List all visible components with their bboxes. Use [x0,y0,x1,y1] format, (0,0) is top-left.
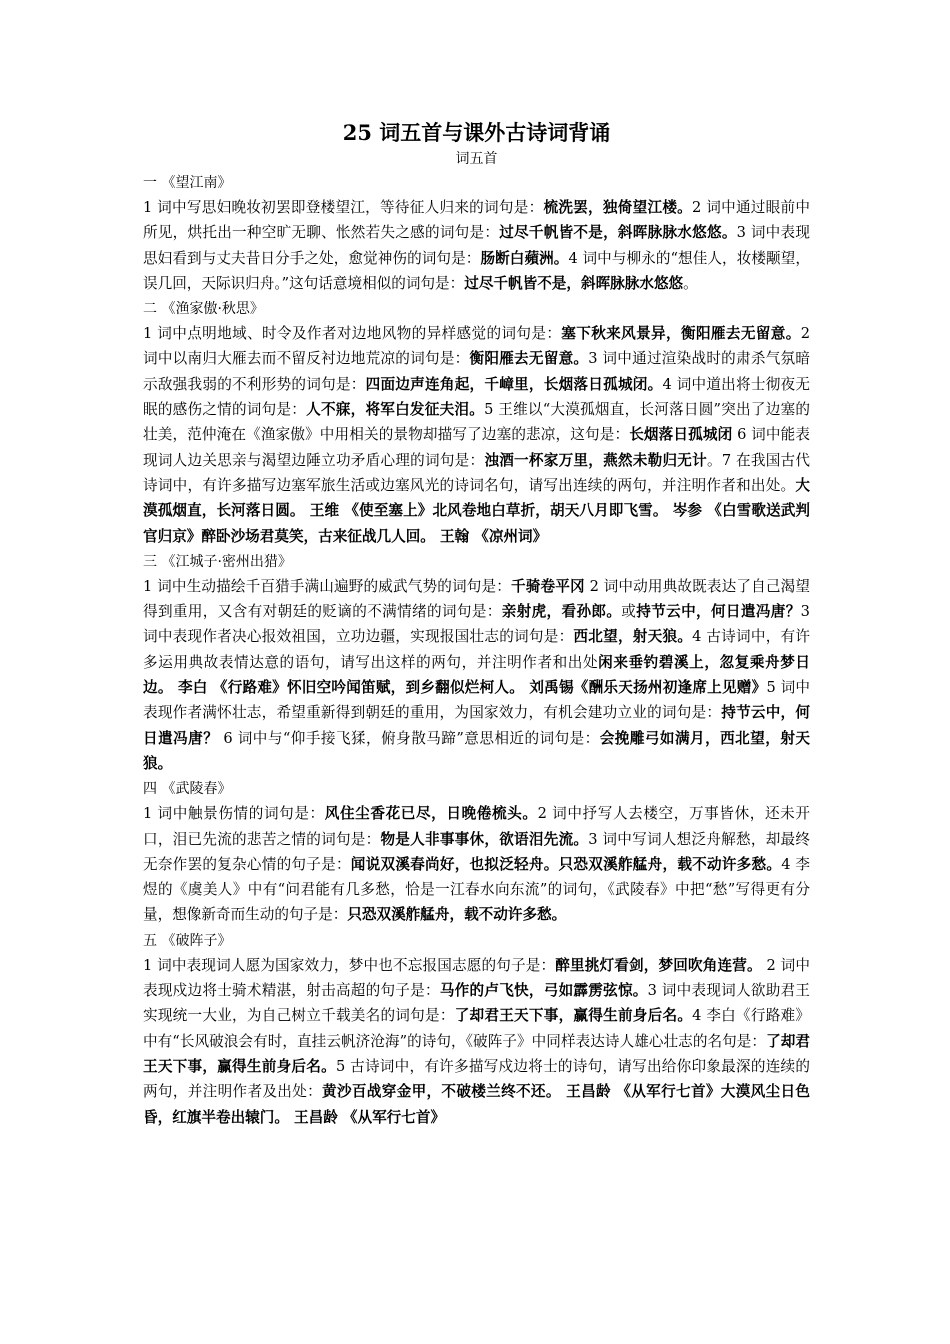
answer-text: 持节云中，何日遣冯唐？ [143,704,810,747]
section-jiangchengzi [143,551,810,776]
section-heading: 三 《江城子·密州出猎》 [143,553,292,570]
question-text: 6 词中能表现词人边关思亲与渴望边陲立功矛盾心理的词句是： [143,426,810,469]
section-yujiaao [143,298,810,549]
answer-text: 只恐双溪舴艋舟，载不动许多愁。 [347,906,567,924]
answer-text: 梳洗罢，独倚望江楼。 [543,199,693,216]
answer-text: 肠断白蘋洲。 [480,249,569,267]
answer-text: 持节云中，何日遣冯唐？ [636,603,801,621]
question-text: 2 词中表现戍边将士骑术精湛，射击高超的句子是： [143,956,810,1000]
question-text: 3 词中表现作者决心报效祖国，立功边疆，实现报国壮志的词句是： [143,603,810,646]
answer-text: 风住尘香花已尽，日晚倦梳头。 [324,805,538,823]
question-text: 4 李白《行路难》中有“长风破浪会有时，直挂云帆济沧海”的诗句，《破阵子》中同样表达诗人雄心壮志的名句是： [143,1007,810,1050]
section-pozhenzi [143,930,810,1130]
question-text: 3 词中写词人想泛舟解愁，却最终无奈作罢的复杂心情的句子是： [143,830,810,873]
section-wulingchun [143,778,810,927]
question-text: 2 词中通过眼前中所见，烘托出一种空旷无聊、怅然若失之感的词句是： [143,199,810,242]
section-body [143,321,810,549]
answer-text: 物是人非事事休，欲语泪先流。 [380,830,589,848]
question-text: 5 词中表现作者满怀壮志，希望重新得到朝廷的重用，为国家效力，有机会建功立业的词句是： [143,679,810,722]
question-text: 1 词中写思妇晚妆初罢即登楼望江，等待征人归来的词句是： [143,199,544,216]
question-text: 1 词中点明地域、时令及作者对边地风物的异样感觉的词句是： [143,325,562,343]
section-heading: 二 《渔家傲·秋思》 [143,301,264,318]
document-page [143,118,810,1132]
document-subtitle: 词五首 [455,151,498,167]
section-wangjiangnan [143,172,810,296]
question-text: 4 词中与柳永的“想佳人，妆楼颙望，误几回，天际识归舟。”这句话意境相似的词句是： [143,249,810,292]
question-text: 4 古诗词中，有许多运用典故表情达意的语句，请写出这样的两句，并注明作者和出处 [143,628,810,671]
question-text: 2 词中抒写人去楼空，万事皆休，还未开口，泪已先流的悲苦之情的词句是： [143,805,810,848]
answer-text: 黄沙百战穿金甲，不破楼兰终不还。 王昌龄 《从军行七首》大漠风尘日色昏，红旗半卷出辕门。 王昌龄 《从军行七首》 [143,1083,810,1126]
answer-text: 四面边声连角起，千嶂里，长烟落日孤城闭。 [365,375,663,393]
question-text: 。 [683,274,698,292]
question-text: 6 词中与“仰手接飞猱，俯身散马蹄”意思相近的词句是： [218,729,600,747]
section-heading: 四 《武陵春》 [143,781,232,798]
answer-text: 大漠孤烟直，长河落日圆。 王维 《使至塞上》北风卷地白草折，胡天八月即飞雪。 岑参 《白雪歌送武判官归京》醉卧沙场君莫笑，古来征战几人回。 王翰 《凉州词》 [143,476,810,545]
question-text: 1 词中表现词人愿为国家效力，梦中也不忘报国志愿的句子是： [143,956,556,974]
question-text: 5 古诗词中，有许多描写戍边将士的诗句，请写出给你印象最深的连续的两句，并注明作者及出处： [143,1057,810,1101]
answer-text: 衡阳雁去无留意。 [469,350,589,368]
section-body [143,195,810,296]
question-text: 4 李煜的《虞美人》中有“问君能有几多愁，恰是一江春水向东流”的词句，《武陵春》中把“愁”写得更有分量，想像新奇而生动的句子是： [143,855,811,924]
question-text: 3 词中通过渲染战时的肃杀气氛暗示敌强我弱的不利形势的词句是： [143,350,810,393]
question-text: 1 词中触景伤情的词句是： [143,805,325,823]
answer-text: 了却君王天下事，赢得生前身后名。 [454,1007,693,1025]
section-body [143,801,810,927]
answer-text: 马作的卢飞快，弓如霹雳弦惊。 [439,982,648,1000]
answer-text: 浊酒一杯家万里，燕然未勒归无计 [484,451,707,469]
question-text: 或 [621,603,637,621]
document-title: 25 词五首与课外古诗词背诵 [342,120,611,145]
answer-text: 过尽千帆皆不是，斜晖脉脉水悠悠。 [499,224,737,242]
section-heading: 五 《破阵子》 [143,932,232,949]
answer-text: 醉里挑灯看剑，梦回吹角连营。 [555,956,762,974]
answer-text: 西北望，射天狼。 [573,628,693,646]
question-text: 2 词中动用典故既表达了自己渴望得到重用，又含有对朝廷的贬谪的不满情绪的词句是： [143,577,810,621]
answer-text: 人不寐，将军白发征夫泪。 [306,401,485,419]
question-text: 3 词中表现思妇看到与丈夫昔日分手之处，愈觉神伤的词句是： [143,224,810,267]
question-text: 。7 在我国古代诗词中，有许多描写边塞军旅生活或边塞风光的诗词名句，请写出连续的两句，并注明作者和出处。 [143,451,810,494]
answer-text: 长烟落日孤城闭 [629,426,733,444]
section-body [143,574,810,776]
answer-text: 会挽雕弓如满月，西北望，射天狼。 [143,729,810,772]
question-text: 2 词中以南归大雁去而不留反衬边地荒凉的词句是： [143,325,810,368]
question-text: 4 词中道出将士彻夜无眠的感伤之情的词句是： [143,375,810,419]
answer-text: 闲来垂钓碧溪上，忽复乘舟梦日边。 李白 《行路难》怀旧空吟闻笛赋，到乡翻似烂柯人。 刘禹锡《酬乐天扬州初逢席上见赠》 [143,653,810,697]
section-body [143,953,810,1130]
answer-text: 亲射虎，看孙郎。 [501,603,622,621]
section-heading: 一 《望江南》 [143,175,232,191]
answer-text: 过尽千帆皆不是，斜晖脉脉水悠悠 [464,274,684,292]
question-text: 3 词中表现词人欲助君王实现统一大业，为自己树立千载美名的词句是： [143,982,810,1025]
answer-text: 千骑卷平冈 [511,577,585,595]
question-text: 5 王维以“大漠孤烟直，长河落日圆”突出了边塞的壮美，范仲淹在《渔家傲》中用相关的景物却描写了边塞的悲凉，这句是： [143,401,810,444]
question-text: 1 词中生动描绘千百猎手满山遍野的威武气势的词句是： [143,577,512,595]
answer-text: 了却君王天下事，赢得生前身后名。 [143,1032,810,1075]
answer-text: 闻说双溪春尚好，也拟泛轻舟。只恐双溪舴艋舟，载不动许多愁。 [350,855,782,873]
answer-text: 塞下秋来风景异，衡阳雁去无留意。 [561,325,801,343]
